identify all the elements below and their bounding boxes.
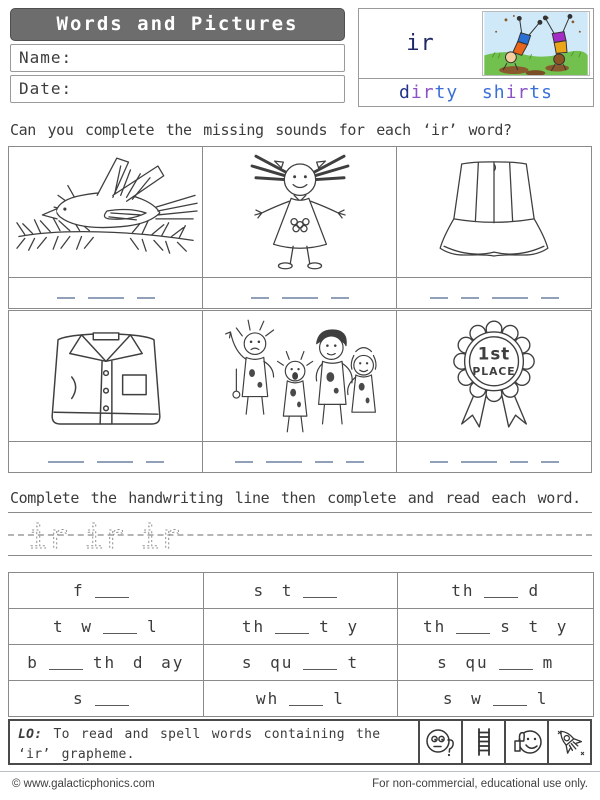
bird-image xyxy=(13,150,199,274)
sound-blank[interactable] xyxy=(430,297,448,299)
word-cell xyxy=(204,573,399,609)
picture-grid-row-2 xyxy=(8,310,592,473)
word-pre: th xyxy=(241,617,266,636)
caption-letters: d xyxy=(399,82,411,103)
date-label: Date: xyxy=(19,79,73,98)
sound-blank[interactable] xyxy=(137,297,155,299)
footer-copyright: © www.galacticphonics.com xyxy=(12,778,155,790)
sound-blank[interactable] xyxy=(541,461,559,463)
caption-dirty-shirts xyxy=(359,79,593,106)
trace-ir-3: ir xyxy=(140,517,180,555)
lo-icon-strip xyxy=(418,721,590,763)
word-blank[interactable] xyxy=(95,705,129,706)
footer-divider xyxy=(0,771,600,772)
caption-letters: ir xyxy=(505,82,530,103)
thinking-face-icon xyxy=(418,721,461,763)
caption-letters: sh xyxy=(481,82,506,103)
picture-grid-row-1 xyxy=(8,146,592,309)
sound-blank[interactable] xyxy=(461,461,497,463)
trace-ir-2: ir xyxy=(84,517,124,555)
lo-text: To read and spell words containing the ‘ir’ grapheme. xyxy=(18,727,381,762)
trace-letters xyxy=(8,513,592,555)
name-field[interactable] xyxy=(10,44,345,72)
ladder-icon xyxy=(461,721,504,763)
word-cell xyxy=(398,681,593,716)
handwriting-instruction: Complete the handwriting line then complete and read each word. xyxy=(10,489,581,507)
sound-blank[interactable] xyxy=(235,461,253,463)
sound-blank[interactable] xyxy=(97,461,133,463)
picture-cell-shirt xyxy=(9,311,203,441)
word-post: d xyxy=(528,581,541,600)
word-blank[interactable] xyxy=(49,669,83,670)
rocket-icon xyxy=(547,721,590,763)
word-post: l xyxy=(536,689,549,708)
word-blank[interactable] xyxy=(103,633,137,634)
footer xyxy=(0,778,600,790)
caption-letters: ts xyxy=(529,82,553,103)
name-label: Name: xyxy=(19,48,73,67)
grapheme-row xyxy=(359,9,593,79)
word-cell xyxy=(398,609,593,645)
word-cell xyxy=(398,645,593,681)
word-post: m xyxy=(542,653,555,672)
word-completion-table xyxy=(8,572,594,717)
sound-blank[interactable] xyxy=(251,297,269,299)
word-pre: s t xyxy=(253,581,294,600)
word-post: t xyxy=(347,653,360,672)
skirt-image xyxy=(401,150,587,274)
word-cell xyxy=(204,609,399,645)
learning-objective-box xyxy=(8,719,592,765)
rosette-text-place: PLACE xyxy=(472,365,516,379)
sounds-instruction: Can you complete the missing sounds for each ‘ir’ word? xyxy=(10,121,512,139)
word-pre: s qu xyxy=(241,653,294,672)
picture-cell-bird xyxy=(9,147,203,277)
sound-blank[interactable] xyxy=(315,461,333,463)
sound-blank[interactable] xyxy=(88,297,124,299)
sound-blank[interactable] xyxy=(461,297,479,299)
grapheme-box xyxy=(358,8,594,107)
word-cell xyxy=(9,681,204,716)
picture-grid xyxy=(8,146,592,474)
sound-blank[interactable] xyxy=(346,461,364,463)
dirty-children-image xyxy=(207,314,393,438)
word-post: s t y xyxy=(500,617,569,636)
word-pre: wh xyxy=(256,689,280,708)
date-field[interactable] xyxy=(10,75,345,103)
word-blank[interactable] xyxy=(275,633,309,634)
picture-cell-skirt xyxy=(397,147,591,277)
caption-letters: ir xyxy=(410,82,435,103)
word-blank[interactable] xyxy=(484,597,518,598)
answer-cell-dirty xyxy=(203,441,397,472)
word-pre: s qu xyxy=(437,653,489,672)
word-post: th d ay xyxy=(92,653,185,672)
word-blank[interactable] xyxy=(95,597,129,598)
sound-blank[interactable] xyxy=(266,461,302,463)
word-pre: t w xyxy=(53,617,93,636)
children-cartwheeling-image xyxy=(482,11,590,76)
lo-label: LO: xyxy=(18,727,43,742)
sound-blank[interactable] xyxy=(492,297,528,299)
word-blank[interactable] xyxy=(303,597,337,598)
word-cell xyxy=(204,645,399,681)
picture-cell-first-place xyxy=(397,311,591,441)
trace-ir-1: ir xyxy=(28,517,68,555)
word-pre: th xyxy=(422,617,447,636)
word-blank[interactable] xyxy=(303,669,337,670)
worksheet-title: Words and Pictures xyxy=(10,8,345,41)
word-pre: f xyxy=(73,581,85,600)
grapheme-label: ir xyxy=(406,31,435,56)
caption-letters: ty xyxy=(434,82,459,103)
thumbs-up-icon xyxy=(504,721,547,763)
answer-cell-first xyxy=(397,441,591,472)
word-pre: b xyxy=(27,653,39,672)
word-post: l xyxy=(333,689,345,708)
first-place-rosette-image xyxy=(401,314,587,438)
word-cell xyxy=(9,645,204,681)
word-blank[interactable] xyxy=(289,705,323,706)
title-block xyxy=(10,8,345,103)
word-blank[interactable] xyxy=(499,669,533,670)
word-cell xyxy=(398,573,593,609)
sound-blank[interactable] xyxy=(541,297,559,299)
sound-blank[interactable] xyxy=(57,297,75,299)
sound-blank[interactable] xyxy=(282,297,318,299)
answer-cell-skirt xyxy=(397,277,591,308)
answer-cell-bird xyxy=(9,277,203,308)
caption-letters xyxy=(458,82,482,103)
sound-blank[interactable] xyxy=(146,461,164,463)
answer-cell-shirt xyxy=(9,441,203,472)
lo-text-area xyxy=(10,721,418,763)
sound-blank[interactable] xyxy=(48,461,84,463)
answer-cell-girl xyxy=(203,277,397,308)
rosette-text-1st: 1st xyxy=(477,344,511,364)
sound-blank[interactable] xyxy=(430,461,448,463)
word-blank[interactable] xyxy=(456,633,490,634)
word-cell xyxy=(204,681,399,716)
sound-blank[interactable] xyxy=(510,461,528,463)
sound-blank[interactable] xyxy=(331,297,349,299)
picture-cell-dirty-children xyxy=(203,311,397,441)
picture-cell-girl xyxy=(203,147,397,277)
handwriting-line[interactable] xyxy=(8,512,592,556)
girl-image xyxy=(207,150,393,274)
footer-license: For non-commercial, educational use only. xyxy=(372,778,588,790)
word-cell xyxy=(9,573,204,609)
word-blank[interactable] xyxy=(493,705,527,706)
word-pre: th xyxy=(451,581,475,600)
word-pre: s w xyxy=(442,689,483,708)
word-pre: s xyxy=(73,689,85,708)
word-post: l xyxy=(146,617,159,636)
word-cell xyxy=(9,609,204,645)
word-post: t y xyxy=(319,617,360,636)
shirt-image xyxy=(13,314,199,438)
